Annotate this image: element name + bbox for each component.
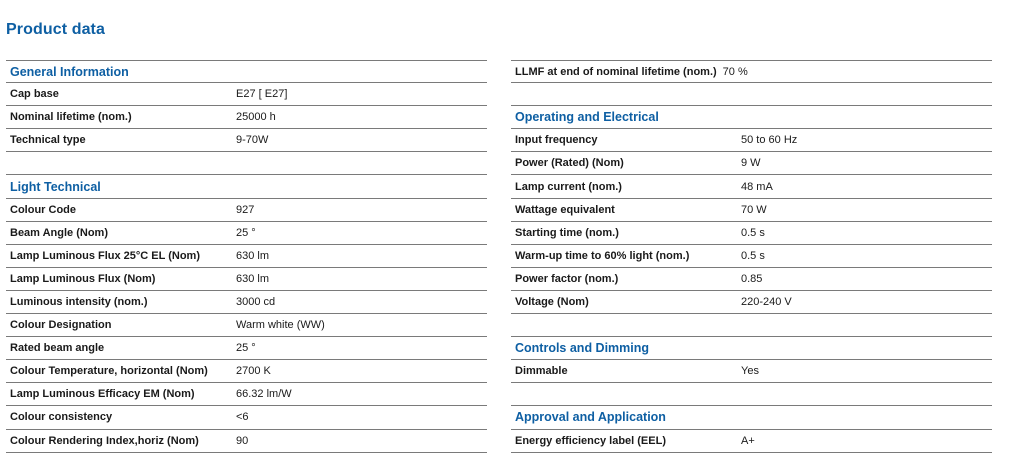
page-title: Product data bbox=[6, 21, 105, 38]
spec-value: 90 bbox=[236, 434, 249, 447]
spec-row bbox=[6, 360, 487, 383]
spec-row bbox=[511, 199, 992, 222]
spec-label: Lamp Luminous Flux (Nom) bbox=[10, 272, 156, 285]
spec-row bbox=[6, 245, 487, 268]
spec-label: Lamp Luminous Flux 25°C EL (Nom) bbox=[10, 249, 200, 262]
spec-row bbox=[6, 383, 487, 406]
spec-value: 630 lm bbox=[236, 272, 270, 285]
spec-value: Warm white (WW) bbox=[236, 319, 325, 332]
spec-value: 927 bbox=[236, 203, 255, 216]
spec-row bbox=[511, 360, 992, 383]
spec-value: 2700 K bbox=[236, 365, 271, 378]
spec-row bbox=[511, 268, 992, 291]
spec-row bbox=[6, 199, 487, 222]
spec-label: Wattage equivalent bbox=[515, 203, 615, 216]
spec-row bbox=[6, 222, 487, 245]
spec-value: 630 lm bbox=[236, 249, 270, 262]
section-spacer bbox=[511, 83, 992, 106]
spec-row bbox=[511, 245, 992, 268]
spec-label: Dimmable bbox=[515, 365, 568, 378]
spec-label: Colour Temperature, horizontal (Nom) bbox=[10, 365, 208, 378]
spec-value: Yes bbox=[741, 365, 759, 378]
section-spacer bbox=[6, 152, 487, 175]
spec-label: Colour Designation bbox=[10, 319, 112, 332]
spec-row bbox=[511, 291, 992, 314]
spec-value: 25 ° bbox=[236, 226, 256, 239]
spec-value: 70 W bbox=[741, 203, 767, 216]
spec-value: 9 W bbox=[741, 157, 761, 170]
spec-label: Beam Angle (Nom) bbox=[10, 226, 108, 239]
spec-row bbox=[6, 430, 487, 453]
spec-value: 48 mA bbox=[741, 180, 773, 193]
section-heading-general: General Information bbox=[6, 60, 487, 83]
spec-value: 0.5 s bbox=[741, 249, 765, 262]
spec-value: E27 [ E27] bbox=[236, 88, 288, 101]
section-spacer bbox=[511, 314, 992, 337]
spec-label: Colour consistency bbox=[10, 411, 113, 424]
spec-label: Power (Rated) (Nom) bbox=[515, 157, 624, 170]
spec-value: 0.5 s bbox=[741, 226, 765, 239]
spec-row bbox=[511, 175, 992, 198]
spec-value: 70 % bbox=[722, 65, 748, 78]
spec-label: Warm-up time to 60% light (nom.) bbox=[515, 249, 690, 262]
spec-row-llmf bbox=[511, 60, 992, 83]
spec-label: Nominal lifetime (nom.) bbox=[10, 111, 132, 124]
spec-value: 220-240 V bbox=[741, 295, 792, 308]
spec-value: 0.85 bbox=[741, 272, 763, 285]
spec-row bbox=[6, 268, 487, 291]
section-heading-approval: Approval and Application bbox=[511, 406, 992, 429]
spec-label: Input frequency bbox=[515, 134, 598, 147]
spec-value: A+ bbox=[741, 434, 755, 447]
spec-value: 25000 h bbox=[236, 111, 276, 124]
spec-value: 50 to 60 Hz bbox=[741, 134, 798, 147]
spec-value: <6 bbox=[236, 411, 249, 424]
spec-label: Rated beam angle bbox=[10, 342, 105, 355]
spec-label: Lamp Luminous Efficacy EM (Nom) bbox=[10, 388, 195, 401]
section-heading-operating: Operating and Electrical bbox=[511, 106, 992, 129]
spec-label: Power factor (nom.) bbox=[515, 272, 619, 285]
spec-value: 3000 cd bbox=[236, 295, 276, 308]
spec-label: Starting time (nom.) bbox=[515, 226, 619, 239]
spec-label: Cap base bbox=[10, 88, 59, 101]
spec-row bbox=[511, 430, 992, 453]
spec-label: LLMF at end of nominal lifetime (nom.) bbox=[515, 65, 717, 78]
spec-row bbox=[6, 83, 487, 106]
spec-label: Colour Code bbox=[10, 203, 76, 216]
spec-row bbox=[511, 129, 992, 152]
spec-row bbox=[6, 314, 487, 337]
spec-label: Colour Rendering Index,horiz (Nom) bbox=[10, 434, 199, 447]
spec-row bbox=[6, 129, 487, 152]
spec-label: Lamp current (nom.) bbox=[515, 180, 622, 193]
spec-value: 25 ° bbox=[236, 342, 256, 355]
right-column bbox=[511, 60, 992, 453]
spec-row bbox=[6, 291, 487, 314]
section-heading-light: Light Technical bbox=[6, 175, 487, 198]
spec-value: 66.32 lm/W bbox=[236, 388, 292, 401]
spec-label: Technical type bbox=[10, 134, 86, 147]
spec-label: Energy efficiency label (EEL) bbox=[515, 434, 666, 447]
spec-row bbox=[6, 337, 487, 360]
section-heading-controls: Controls and Dimming bbox=[511, 337, 992, 360]
spec-value: 9-70W bbox=[236, 134, 269, 147]
section-spacer bbox=[511, 383, 992, 406]
spec-label: Voltage (Nom) bbox=[515, 295, 589, 308]
spec-label: Luminous intensity (nom.) bbox=[10, 295, 148, 308]
left-column bbox=[6, 60, 487, 453]
spec-row bbox=[511, 152, 992, 175]
spec-row bbox=[511, 222, 992, 245]
spec-row bbox=[6, 106, 487, 129]
spec-row bbox=[6, 406, 487, 429]
